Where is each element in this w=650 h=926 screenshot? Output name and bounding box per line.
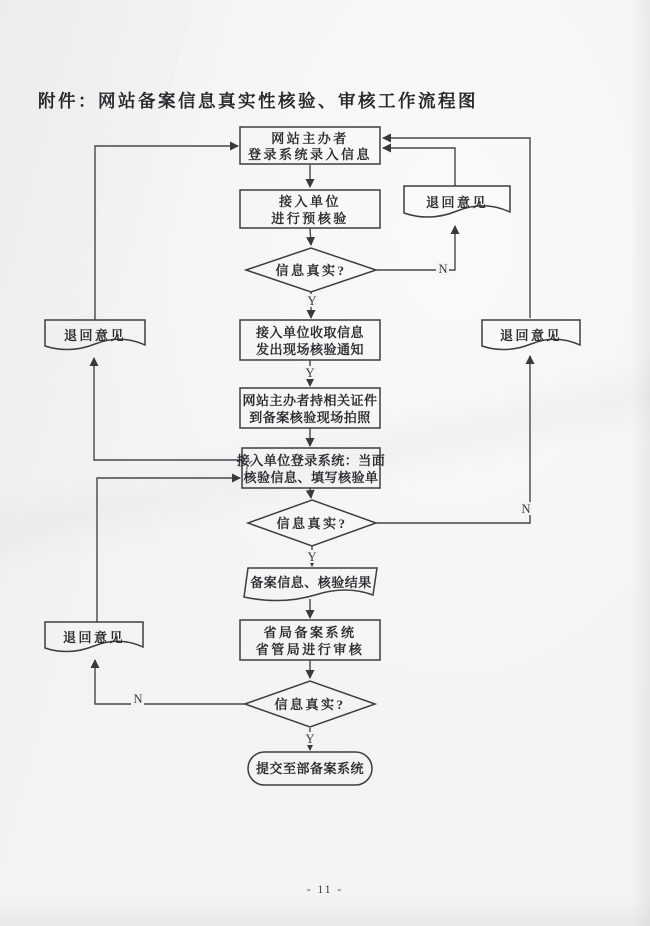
node-isp-onsite-verify-line2: 核验信息、填写核验单	[243, 470, 379, 485]
connectors	[94, 138, 530, 750]
node-decision2-text: 信息真实?	[276, 516, 348, 531]
node-province-review-line1: 省局备案系统	[263, 625, 357, 640]
edge-return-bottom-left-to-isp-verify	[97, 478, 240, 622]
edge-precheck-to-decision1	[310, 228, 311, 245]
decision3-yes-label: Y	[305, 732, 315, 746]
node-isp-collect-line1: 接入单位收取信息	[255, 325, 365, 340]
edge-return-mid-left-to-owner-entry	[95, 146, 238, 320]
node-isp-onsite-verify	[236, 448, 386, 488]
node-decision1-text: 信息真实?	[275, 263, 347, 278]
node-province-review	[240, 620, 380, 660]
node-filing-result	[244, 568, 377, 601]
edge-return-mid-right-to-owner-entry	[383, 138, 530, 318]
decision1-no-label: N	[438, 262, 448, 276]
node-owner-entry-line1: 网站主办者	[271, 131, 349, 146]
node-owner-onsite-line2: 到备案核验现场拍照	[249, 410, 371, 425]
node-decision3-text: 信息真实?	[274, 697, 346, 712]
edge-isp-verify-to-decision2	[310, 488, 311, 498]
node-isp-onsite-verify-line1: 接入单位登录系统：当面	[236, 453, 386, 468]
node-return-bottom-left	[45, 622, 143, 652]
decision2-yes-label: Y	[307, 550, 317, 564]
node-submit-ministry	[248, 752, 372, 785]
decision3-no-label: N	[133, 692, 143, 706]
node-decision1	[246, 248, 376, 292]
node-owner-entry	[240, 127, 380, 164]
collect-edge-yes-label: Y	[305, 366, 315, 380]
page-number: - 11 -	[306, 884, 344, 896]
node-owner-onsite	[240, 388, 380, 428]
node-isp-collect-line2: 发出现场核验通知	[255, 342, 365, 357]
node-return-mid-right-text: 退回意见	[499, 328, 563, 343]
decision2-no-label: N	[521, 502, 531, 516]
node-decision3	[245, 681, 375, 727]
decision1-yes-label: Y	[307, 294, 317, 308]
node-isp-precheck-line2: 进行预核验	[271, 211, 349, 226]
node-isp-collect	[240, 320, 380, 360]
node-owner-onsite-line1: 网站主办者持相关证件	[242, 393, 378, 408]
node-return-top-right-text: 退回意见	[425, 195, 489, 210]
edge-return-top-right-to-owner-entry	[383, 148, 455, 186]
node-isp-precheck	[240, 190, 380, 228]
node-return-mid-left	[45, 320, 145, 350]
node-isp-precheck-line1: 接入单位	[278, 194, 342, 209]
edge-isp-verify-to-return-mid-left	[94, 358, 242, 460]
node-return-bottom-left-text: 退回意见	[62, 630, 126, 645]
edge-decision2-no-to-return-mid-right	[376, 356, 530, 523]
node-return-top-right	[404, 186, 510, 217]
node-owner-entry-line2: 登录系统录入信息	[247, 147, 373, 162]
node-decision2	[248, 500, 376, 546]
node-return-mid-left-text: 退回意见	[63, 328, 127, 343]
node-province-review-line2: 省管局进行审核	[255, 642, 365, 657]
edge-decision3-no-to-return-bottom-left	[95, 660, 245, 704]
node-submit-ministry-text: 提交至部备案系统	[255, 761, 365, 776]
attachment-title: 附件：网站备案信息真实性核验、审核工作流程图	[38, 91, 478, 111]
node-return-mid-right	[482, 320, 580, 350]
node-filing-result-text: 备案信息、核验结果	[250, 575, 372, 590]
